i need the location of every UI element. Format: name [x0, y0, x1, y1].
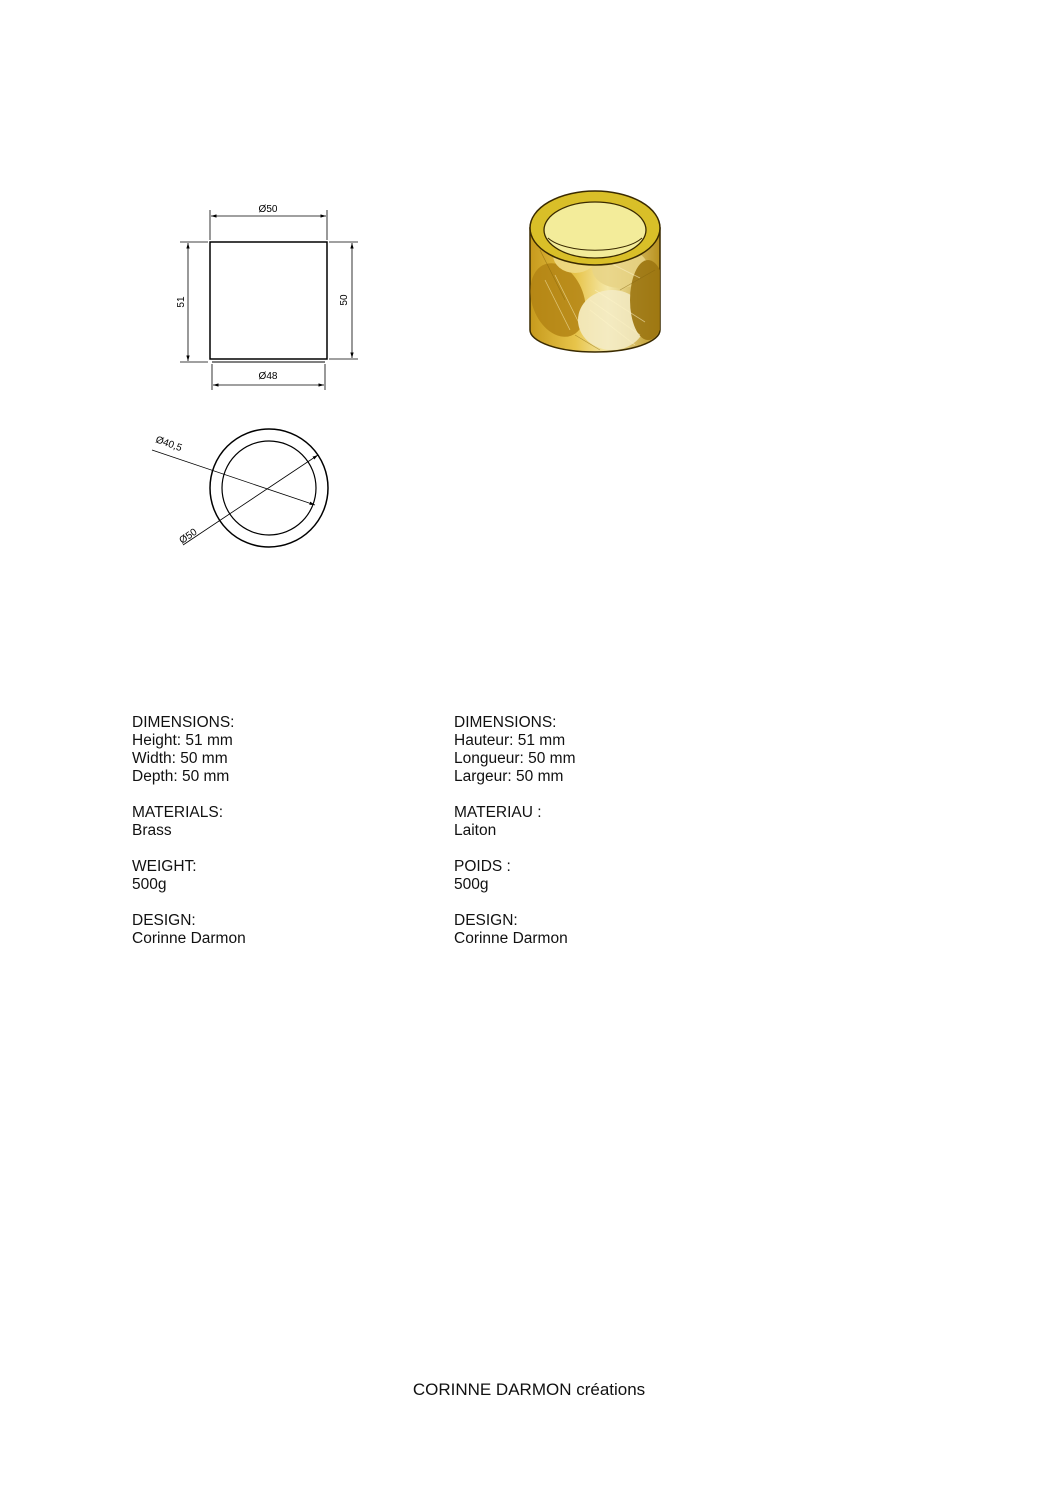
ring-inner-opening [544, 202, 646, 258]
spec-line: Largeur: 50 mm [454, 768, 564, 785]
spec-line: Depth: 50 mm [132, 768, 230, 785]
spec-line: 500g [132, 876, 167, 893]
spec-heading: DIMENSIONS: [132, 714, 235, 731]
inner-diameter-label: Ø40,5 [153, 434, 184, 455]
spec-block [132, 912, 246, 948]
spec-heading: DESIGN: [454, 912, 518, 929]
spec-block [454, 858, 576, 894]
spec-heading: MATERIALS: [132, 804, 224, 821]
spec-block [132, 858, 246, 894]
inner-diameter-leader [152, 450, 315, 505]
spec-line: Brass [132, 822, 172, 839]
spec-line: Laiton [454, 822, 497, 839]
spec-block [132, 804, 246, 840]
spec-heading: WEIGHT: [132, 858, 197, 875]
spec-line: Corinne Darmon [454, 930, 568, 947]
spec-block [454, 714, 576, 786]
spec-heading: DIMENSIONS: [454, 714, 557, 731]
spec-block [132, 714, 246, 786]
specs-english [132, 714, 246, 966]
left-height-label: 51 [176, 296, 187, 308]
spec-block [454, 912, 576, 948]
spec-heading: MATERIAU : [454, 804, 542, 821]
top-view [152, 429, 328, 547]
top-diameter-label: Ø50 [258, 204, 278, 215]
spec-line: Longueur: 50 mm [454, 750, 576, 767]
spec-line: 500g [454, 876, 489, 893]
right-height-label: 50 [339, 294, 350, 306]
outer-diameter-label: Ø50 [177, 526, 200, 547]
spec-block [454, 804, 576, 840]
front-view-outline [210, 242, 327, 359]
brass-ring-rendering [521, 191, 666, 352]
technical-drawing [0, 0, 1058, 620]
spec-line: Width: 50 mm [132, 750, 228, 767]
footer-brand: CORINNE DARMON créations [412, 1380, 646, 1399]
specs-french [454, 714, 576, 966]
front-view [176, 204, 358, 390]
spec-heading: POIDS : [454, 858, 511, 875]
bottom-diameter-label: Ø48 [258, 371, 278, 382]
spec-line: Height: 51 mm [132, 732, 233, 749]
spec-heading: DESIGN: [132, 912, 196, 929]
spec-line: Hauteur: 51 mm [454, 732, 566, 749]
spec-line: Corinne Darmon [132, 930, 246, 947]
